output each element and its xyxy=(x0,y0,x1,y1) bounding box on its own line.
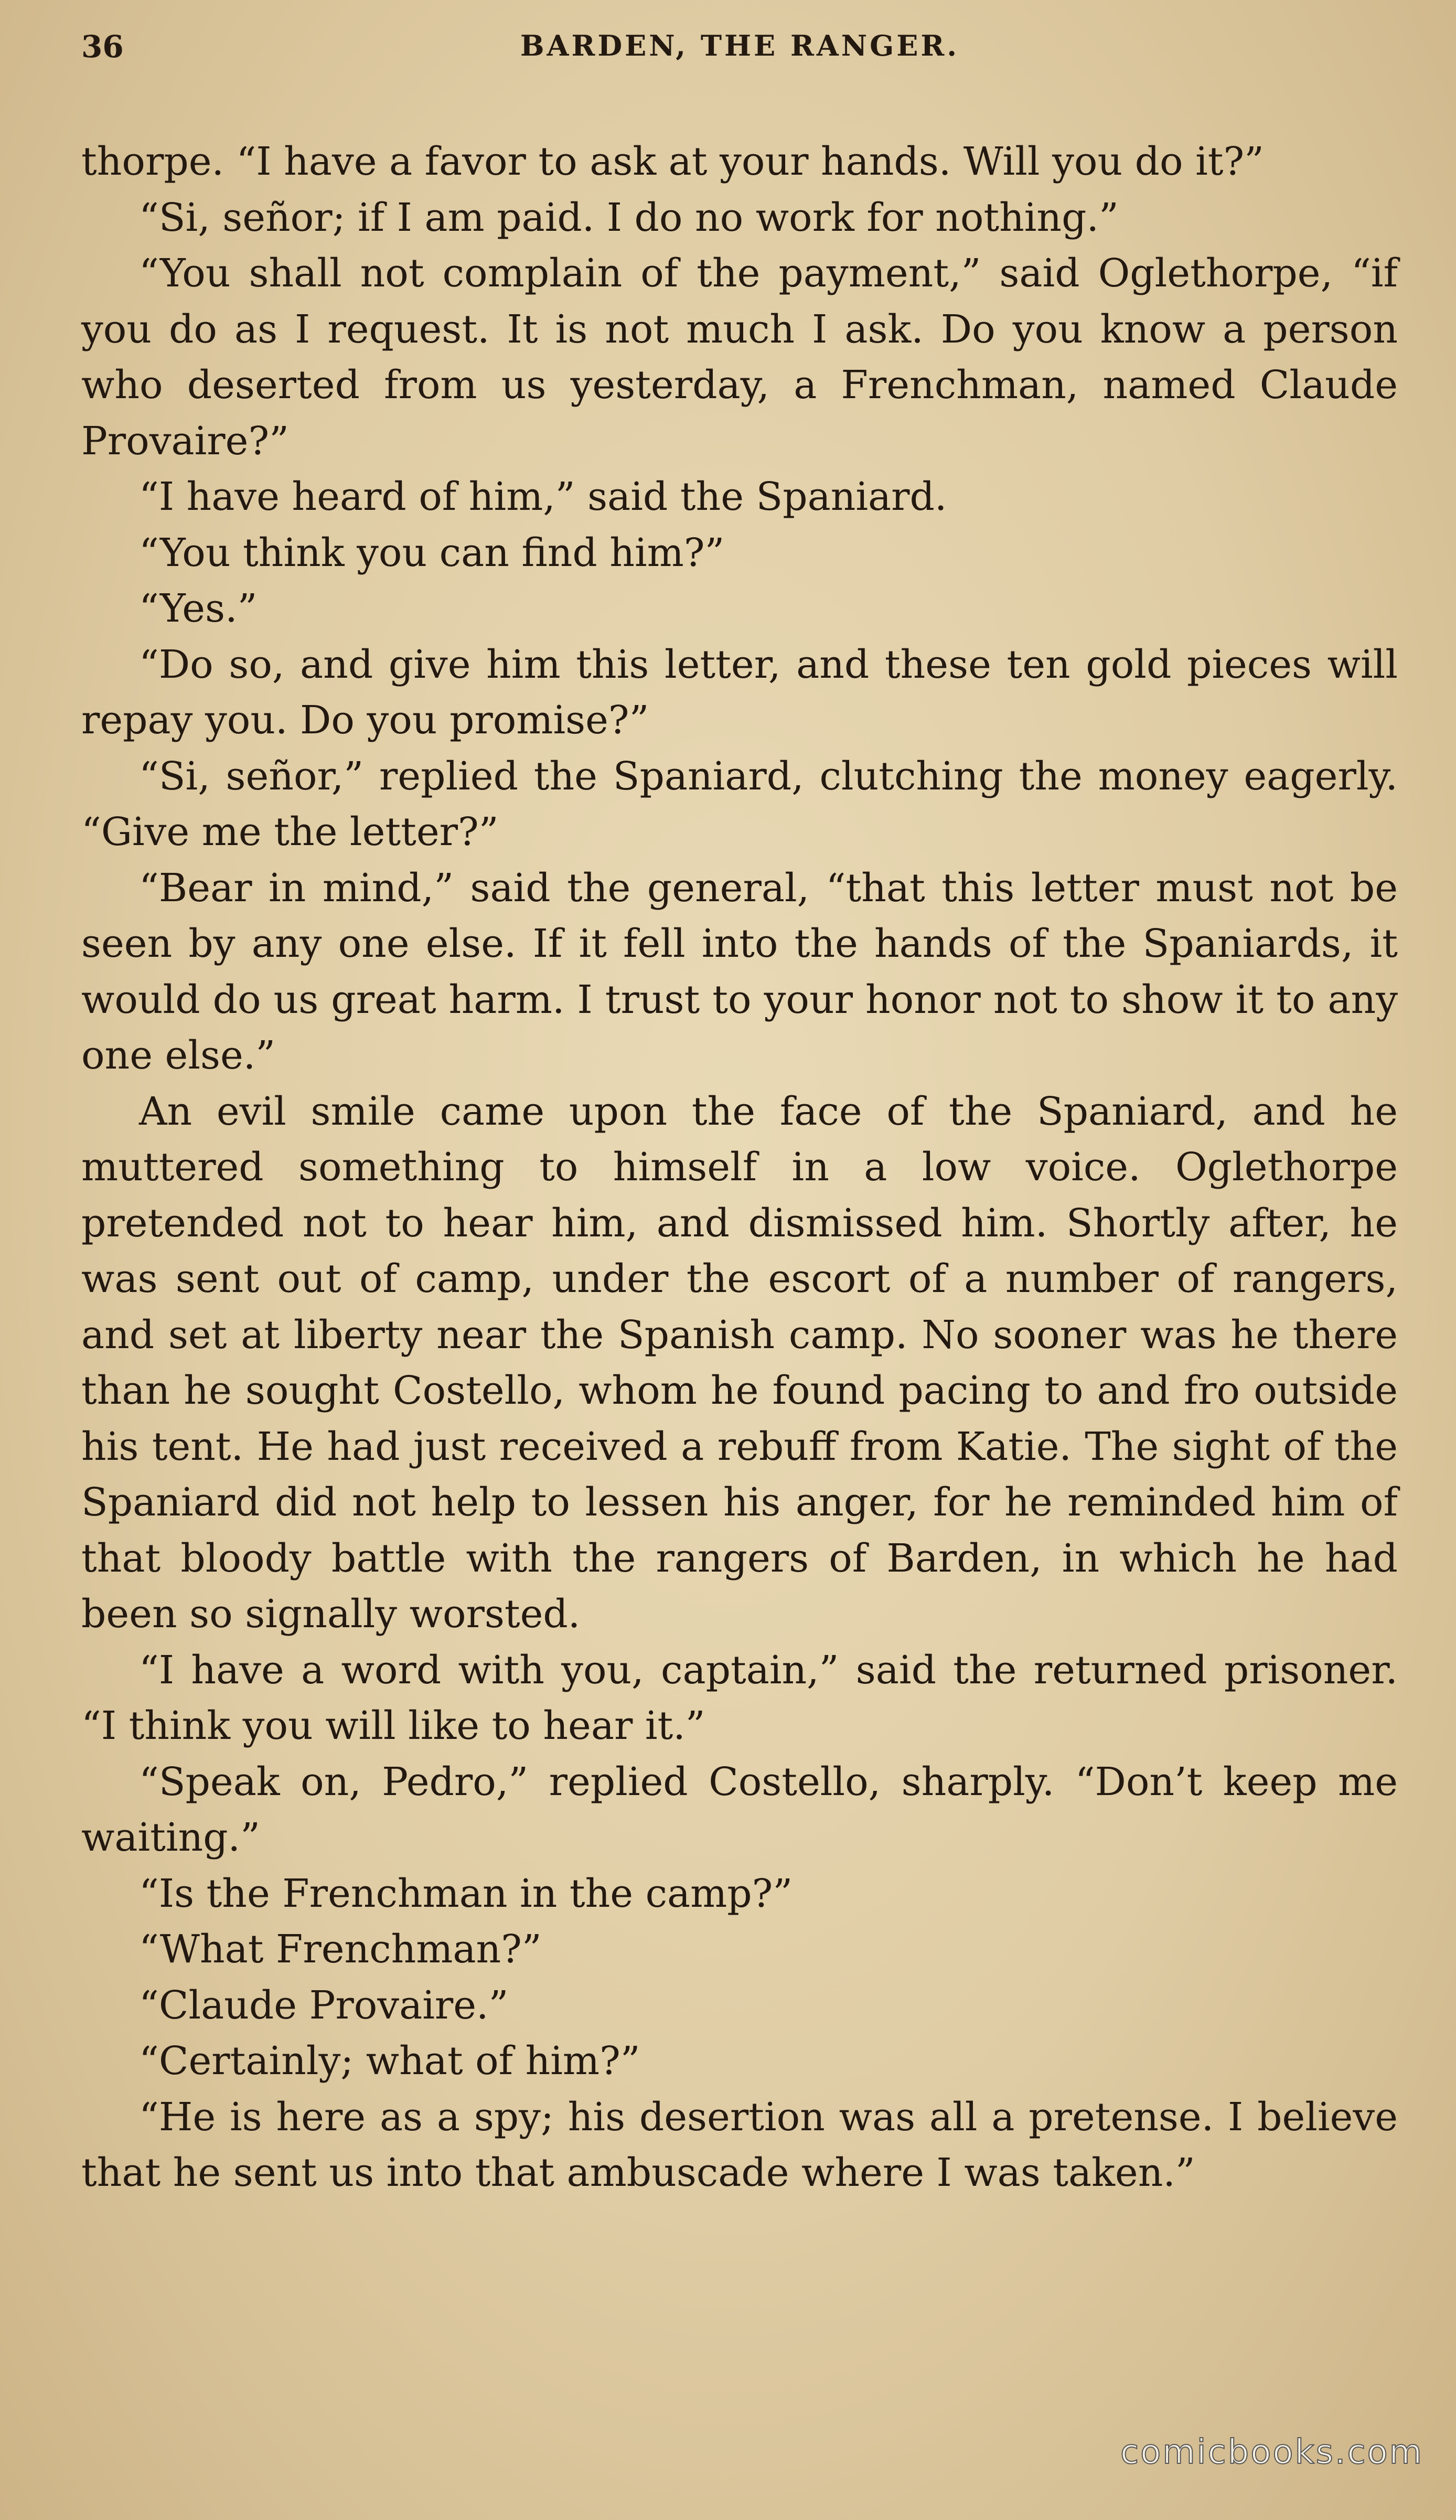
paragraph: “Claude Provaire.” xyxy=(139,1982,509,2028)
paragraph: “Is the Frenchman in the camp?” xyxy=(139,1871,793,1916)
paragraph: “What Frenchman?” xyxy=(139,1927,542,1972)
paragraph: “I have a word with you, captain,” said the returned prisoner. “I think you will like to hear it.” xyxy=(81,1647,1398,1748)
watermark: comicbooks.com xyxy=(1120,2433,1423,2472)
paragraph: “Si, señor,” replied the Spaniard, clutching the money eagerly. “Give me the letter?” xyxy=(81,753,1398,855)
paragraph: “Do so, and give him this letter, and these ten gold pieces will repay you. Do you promise?” xyxy=(81,642,1398,743)
paragraph: “Certainly; what of him?” xyxy=(139,2038,640,2084)
paragraph: “Si, señor; if I am paid. I do no work for nothing.” xyxy=(139,195,1119,240)
paragraph: “You think you can find him?” xyxy=(139,530,725,575)
text-body xyxy=(81,134,1398,2201)
paragraph: An evil smile came upon the face of the Spaniard, and he muttered something to himself in a low voice. Oglethorpe pretended not to hear him, and dismissed him. Shortly after, he was sent out of camp, under the escort of a number of rangers, and set at liberty near the Spanish camp. No sooner was he there than he sought Costello, whom he found pacing to and fro outside his tent. He had just received a rebuff from Katie. The sight of the Spaniard did not help to lessen his anger, for he reminded him of that bloody battle with the rangers of Barden, in which he had been so signally worsted. xyxy=(81,1088,1398,1637)
page-number: 36 xyxy=(81,29,124,65)
paragraph: “Yes.” xyxy=(139,586,258,631)
running-head: BARDEN, THE RANGER. xyxy=(520,29,960,62)
paragraph: “I have heard of him,” said the Spaniard. xyxy=(139,474,947,519)
page-header xyxy=(81,29,1398,81)
paragraph: “He is here as a spy; his desertion was all a pretense. I believe that he sent us into that ambuscade where I was taken.” xyxy=(81,2094,1398,2195)
paragraph: “Speak on, Pedro,” replied Costello, sharply. “Don’t keep me waiting.” xyxy=(81,1759,1398,1860)
paragraph: “Bear in mind,” said the general, “that this letter must not be seen by any one else. If it fell into the hands of the Spaniards, it would do us great harm. I trust to your honor not to show it to any one else.” xyxy=(81,865,1398,1078)
paragraph: thorpe. “I have a favor to ask at your hands. Will you do it?” xyxy=(81,139,1264,184)
paragraph: “You shall not complain of the payment,” said Oglethorpe, “if you do as I request. It is not much I ask. Do you know a person who deserted from us yesterday, a Frenchman, named Claude Provaire?” xyxy=(81,251,1398,464)
